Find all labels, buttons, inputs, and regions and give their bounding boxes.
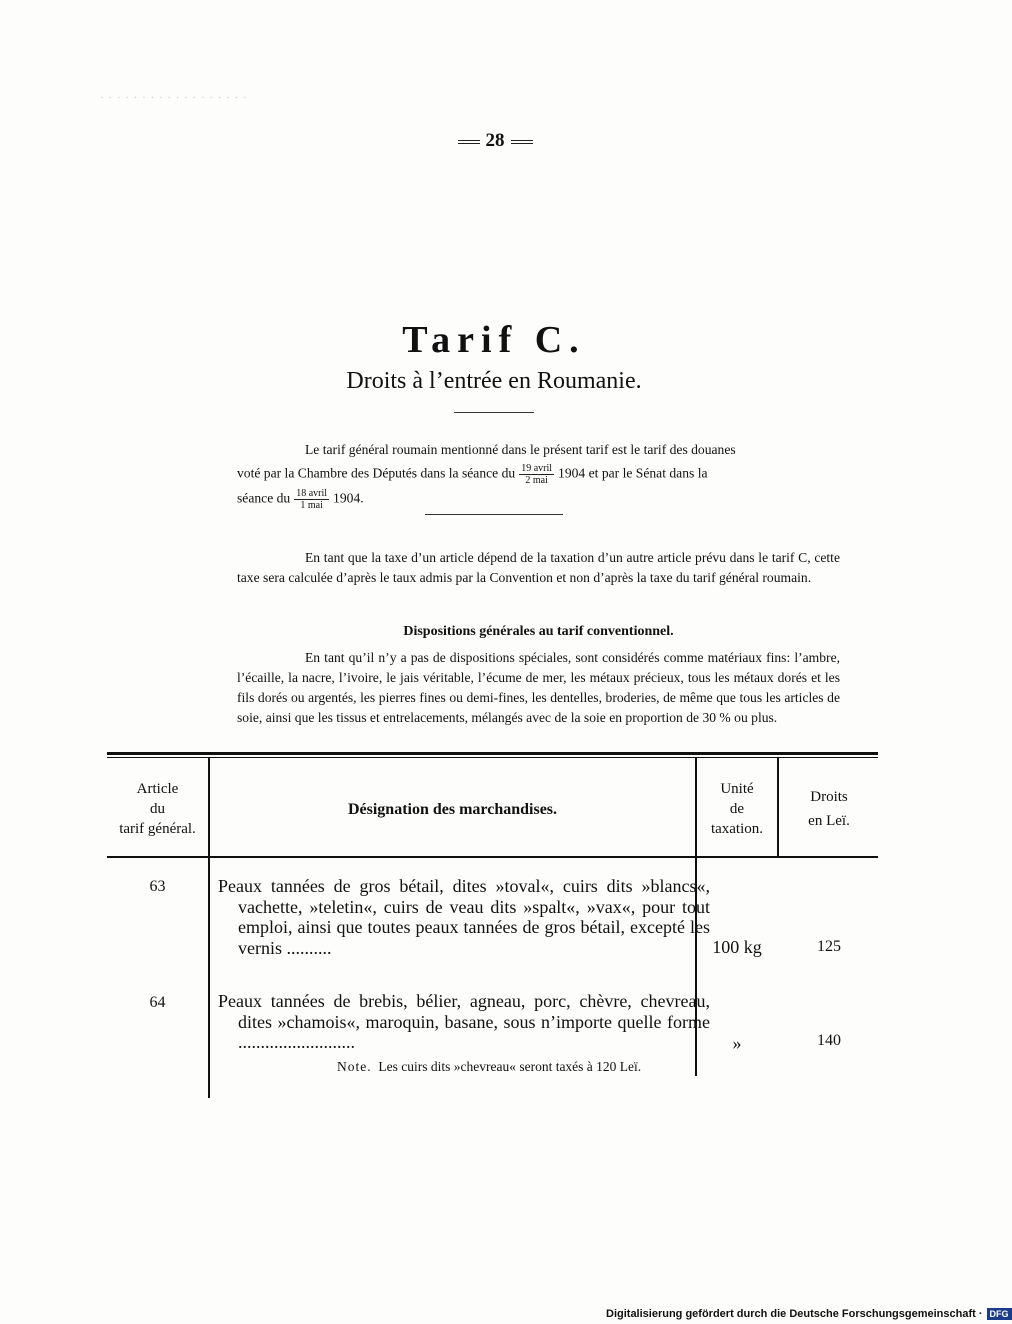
divider bbox=[425, 514, 563, 515]
header-line: en Leï. bbox=[808, 813, 850, 829]
ornament-dash bbox=[511, 140, 533, 144]
row-droits: 125 bbox=[817, 938, 841, 955]
header-line: Unité bbox=[720, 781, 754, 797]
intro-text: 1904 et par le Sénat dans la bbox=[558, 465, 708, 481]
table-header-rule bbox=[107, 856, 878, 858]
fraction-denominator: 1 mai bbox=[300, 500, 323, 511]
fraction-numerator: 19 avril bbox=[521, 463, 553, 474]
intro-text: séance du bbox=[237, 490, 291, 506]
dispositions-paragraph: En tant qu’il n’y a pas de dispositions spéciales, sont considérés comme matériaux fins: l’ambre, l’écaille, la nacre, l’ivoire, le jais véritable, l’écume de mer, les métaux précieux, tous les métaux dorés et les fils dorés ou argentés, les pierres fines ou demi-fines, les dentelles, broderies, de même que tous les articles de soie, ainsi que les tissus et entrelacements, mélangés avec de la soie en proportion de 30 % ou plus. bbox=[237, 650, 840, 725]
intro-line-3 bbox=[237, 488, 840, 511]
row-designation: Peaux tannées de brebis, bélier, agneau, porc, chèvre, chevreau, dites »chamois«, maroquin, basane, sous n’importe quelle forme .......................... bbox=[218, 991, 710, 1052]
digitization-footer bbox=[606, 1308, 1009, 1324]
header-designation: Désignation des marchandises. bbox=[347, 801, 558, 818]
page-number bbox=[440, 130, 550, 152]
dfg-logo-icon: DFG bbox=[987, 1308, 1012, 1320]
header-line: de bbox=[729, 801, 745, 817]
row-note bbox=[297, 1058, 690, 1076]
divider bbox=[454, 412, 534, 413]
header-unite bbox=[697, 779, 777, 839]
page-subtitle: Droits à l’entrée en Roumanie. bbox=[346, 368, 642, 394]
bleed-through-mark: · · · · · · · · · · · · · · · · · · bbox=[100, 92, 248, 104]
table-top-rule bbox=[107, 757, 878, 758]
row-article-number: 63 bbox=[149, 878, 166, 895]
intro-paragraph bbox=[237, 440, 840, 511]
page-number-text: 28 bbox=[485, 130, 505, 151]
page-title: Tarif C. bbox=[402, 319, 586, 361]
ornament-dash bbox=[458, 140, 480, 144]
header-line: du bbox=[150, 801, 165, 817]
date-fraction bbox=[519, 463, 554, 486]
header-line: taxation. bbox=[710, 821, 764, 837]
header-article bbox=[107, 779, 208, 839]
header-line: tarif général. bbox=[119, 821, 196, 837]
fraction-denominator: 2 mai bbox=[525, 475, 548, 486]
header-droits bbox=[779, 785, 879, 833]
intro-text: 1904. bbox=[333, 490, 364, 506]
table-top-rule bbox=[107, 752, 878, 755]
intro-line-1: Le tarif général roumain mentionné dans le présent tarif est le tarif des douanes bbox=[305, 442, 736, 457]
fraction-numerator: 18 avril bbox=[296, 488, 328, 499]
footer-text: Digitalisierung gefördert durch die Deutsche Forschungsgemeinschaft · bbox=[606, 1308, 983, 1320]
row-designation: Peaux tannées de gros bétail, dites »toval«, cuirs dits »blancs«, vachette, »teletin«, cuirs de veau dits »spalt«, »vax«, pour tout emploi, ainsi que toutes peaux tannées de gros bétail, excepté les vernis .......... bbox=[218, 876, 710, 958]
dispositions-heading: Dispositions générales au tarif conventionnel. bbox=[403, 624, 674, 639]
row-unite: 100 kg bbox=[712, 937, 762, 957]
taxation-paragraph: En tant que la taxe d’un article dépend de la taxation d’un autre article prévu dans le tarif C, cette taxe sera calculée d’après le taux admis par la Convention et non d’après la taxe du tarif général roumain. bbox=[237, 550, 840, 585]
row-unite: » bbox=[732, 1033, 742, 1053]
note-label: Note. bbox=[337, 1059, 372, 1074]
intro-line-2 bbox=[237, 463, 840, 486]
note-text: Les cuirs dits »chevreau« seront taxés à 120 Leï. bbox=[378, 1059, 642, 1074]
date-fraction bbox=[294, 488, 329, 511]
row-article-number: 64 bbox=[149, 994, 166, 1011]
header-line: Article bbox=[136, 781, 179, 797]
row-droits: 140 bbox=[817, 1032, 841, 1049]
header-line: Droits bbox=[810, 789, 848, 805]
intro-text: voté par la Chambre des Députés dans la séance du bbox=[237, 465, 516, 481]
column-divider bbox=[208, 858, 210, 1098]
